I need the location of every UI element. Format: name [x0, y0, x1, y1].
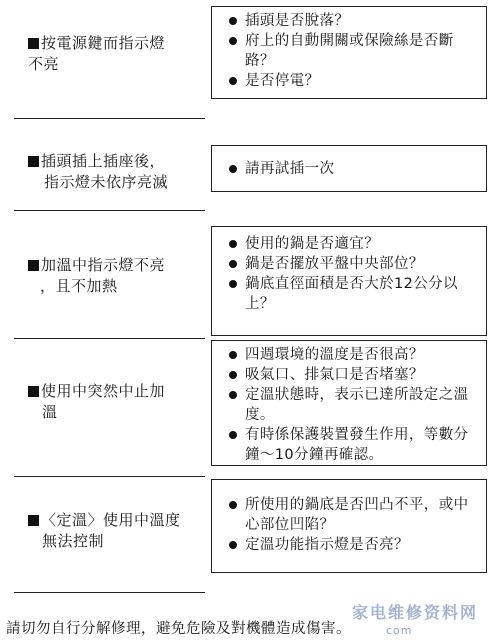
row-divider	[14, 210, 205, 211]
solution-box	[211, 6, 487, 99]
footer-note: 請切勿自行分解修理，避免危險及對機體造成傷害。	[6, 621, 351, 637]
check-item: 插頭是否脫落？	[226, 11, 480, 31]
square-bullet-icon	[28, 38, 39, 49]
solution-box	[211, 145, 487, 192]
check-item: 吸氣口、排氣口是否堵塞？	[226, 365, 480, 385]
bullet-icon	[229, 371, 237, 379]
row-divider	[14, 592, 205, 593]
square-bullet-icon	[28, 386, 39, 397]
row-divider	[14, 338, 205, 339]
bullet-icon	[229, 391, 237, 399]
bullet-icon	[229, 17, 237, 25]
check-item: 定溫功能指示燈是否亮？	[226, 535, 480, 555]
bullet-icon	[229, 37, 237, 45]
bullet-icon	[229, 431, 237, 439]
solution-box	[211, 340, 487, 466]
check-item: 四週環境的溫度是否很高？	[226, 345, 480, 365]
problem-label: 插頭插上插座後， 指示燈未依序亮滅	[28, 151, 203, 193]
check-item: 是否停電？	[226, 71, 480, 91]
check-item: 鍋是否擺放平盤中央部位？	[226, 254, 480, 274]
check-item: 所使用的鍋底是否凹凸不平，或中心部位凹陷？	[226, 495, 480, 535]
row-divider	[14, 476, 205, 477]
problem-label: 加溫中指示燈不亮 ，且不加熱	[28, 255, 203, 297]
check-item: 使用的鍋是否適宜？	[226, 234, 480, 254]
check-item: 請再試插一次	[226, 159, 480, 179]
watermark: 家电维修资料网	[352, 603, 479, 622]
watermark-domain: com	[386, 624, 413, 637]
bullet-icon	[229, 351, 237, 359]
solution-box	[211, 479, 487, 573]
solution-box	[211, 226, 487, 336]
problem-label: 按電源鍵而指示燈 不亮	[28, 34, 166, 73]
check-item: 有時係保護裝置發生作用，等數分鐘～10分鐘再確認。	[226, 425, 480, 465]
bullet-icon	[229, 260, 237, 268]
square-bullet-icon	[28, 260, 39, 271]
row-divider	[14, 118, 205, 119]
check-item: 鍋底直徑面積是否大於12公分以上？	[226, 274, 480, 314]
check-item: 定溫狀態時，表示已達所設定之溫度。	[226, 385, 480, 425]
bullet-icon	[229, 541, 237, 549]
problem-label: 使用中突然中止加 溫	[28, 381, 203, 423]
bullet-icon	[229, 165, 237, 173]
bullet-icon	[229, 280, 237, 288]
bullet-icon	[229, 240, 237, 248]
bullet-icon	[229, 501, 237, 509]
square-bullet-icon	[28, 515, 39, 526]
check-item: 府上的自動開關或保險絲是否斷路？	[226, 31, 480, 71]
problem-label: 〈定溫〉使用中溫度 無法控制	[28, 510, 203, 552]
bullet-icon	[229, 77, 237, 85]
square-bullet-icon	[28, 156, 39, 167]
